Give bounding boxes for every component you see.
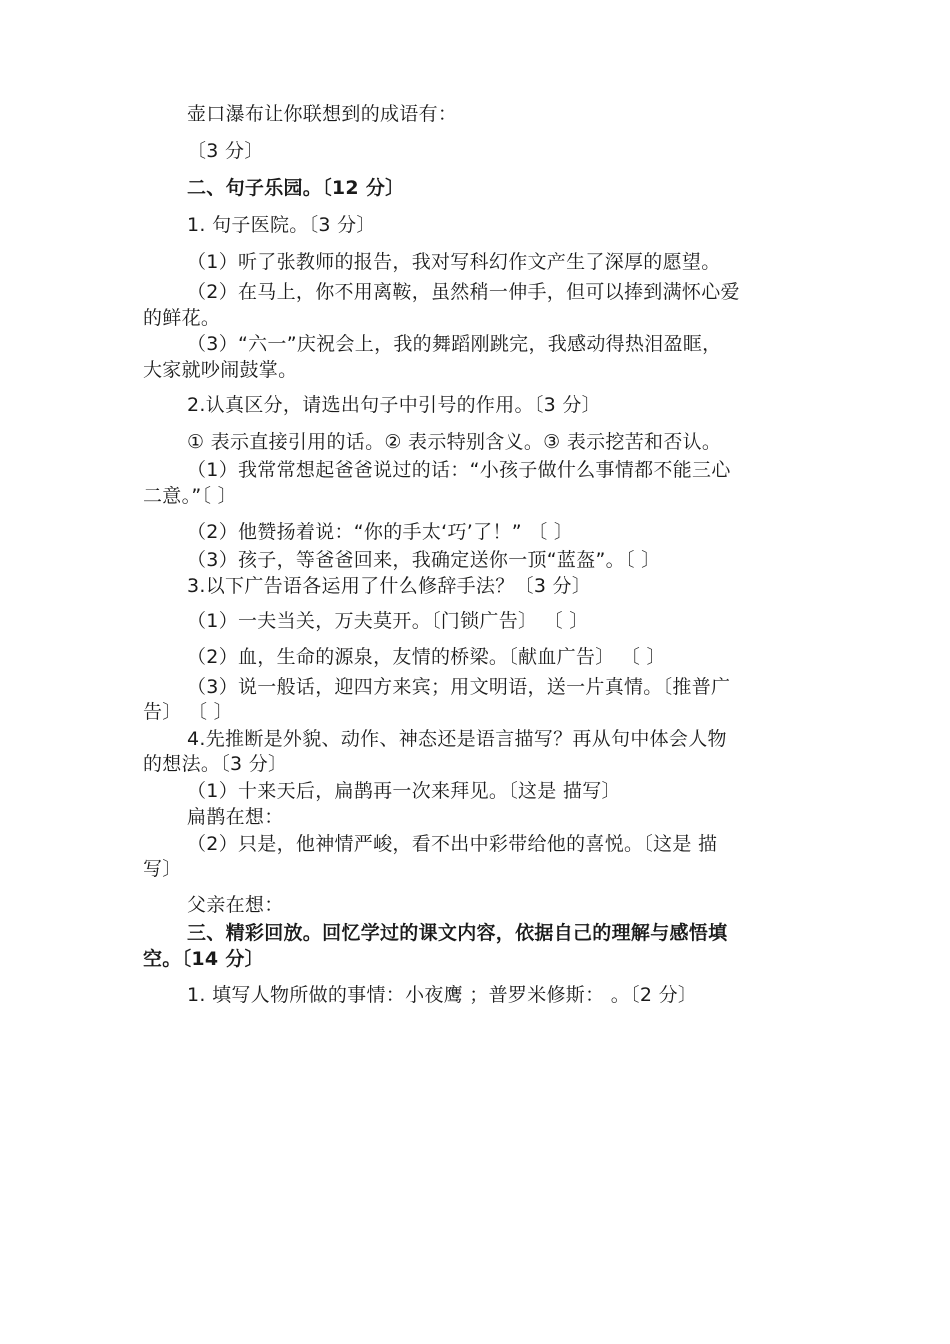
ad-item-1: （1）一夫当关，万夫莫开。〔门锁广告〕 〔 〕	[187, 610, 589, 632]
quote-usage-options: ① 表示直接引用的话。② 表示特别含义。③ 表示挖苦和否认。	[187, 431, 722, 453]
question-2-4-title-cont: 的想法。〔3 分〕	[143, 753, 288, 775]
question-2-2-title: 2.认真区分，请选出句子中引号的作用。〔3 分〕	[187, 394, 601, 416]
sentence-item-2-cont: 的鲜花。	[143, 307, 221, 329]
ad-item-3: （3）说一般话，迎四方来宾；用文明语，送一片真情。〔推普广	[187, 676, 731, 698]
description-item-2-cont: 写〕	[143, 858, 182, 880]
question-3-1: 1. 填写人物所做的事情：小夜鹰 ；普罗米修斯： 。〔2 分〕	[187, 984, 698, 1006]
description-item-2: （2）只是，他神情严峻，看不出中彩带给他的喜悦。〔这是 描	[187, 833, 718, 855]
sentence-item-2: （2）在马上，你不用离鞍，虽然稍一伸手，但可以捧到满怀心爱	[187, 281, 740, 303]
ad-item-2: （2）血，生命的源泉，友情的桥梁。〔献血广告〕 〔 〕	[187, 646, 666, 668]
ad-item-3-cont: 告〕 〔 〕	[143, 701, 233, 723]
sentence-item-3-cont: 大家就吵闹鼓掌。	[143, 359, 298, 381]
bianque-thinking: 扁鹊在想：	[187, 806, 284, 828]
sentence-item-3: （3）“六一”庆祝会上，我的舞蹈刚跳完，我感动得热泪盈眶，	[187, 333, 722, 355]
text-line-waterfall-idioms: 壶口瀑布让你联想到的成语有：	[187, 103, 458, 125]
quote-item-3: （3）孩子，等爸爸回来，我确定送你一顶“蓝盔”。〔 〕	[187, 549, 661, 571]
question-2-1-title: 1. 句子医院。〔3 分〕	[187, 214, 376, 236]
quote-item-1: （1）我常常想起爸爸说过的话：“小孩子做什么事情都不能三心	[187, 459, 731, 481]
question-2-4-title: 4.先推断是外貌、动作、神态还是语言描写？再从句中体会人物	[187, 728, 727, 750]
sentence-item-1: （1）听了张教师的报告，我对写科幻作文产生了深厚的愿望。	[187, 251, 721, 273]
section-heading-2: 二、句子乐园。〔12 分〕	[187, 177, 405, 199]
quote-item-1-cont: 二意。”〔 〕	[143, 485, 237, 507]
section-heading-3-cont: 空。〔14 分〕	[143, 948, 264, 970]
father-thinking: 父亲在想：	[187, 894, 284, 916]
question-2-3-title: 3.以下广告语各运用了什么修辞手法？〔3 分〕	[187, 575, 592, 597]
description-item-1: （1）十来天后，扁鹊再一次来拜见。〔这是 描写〕	[187, 780, 621, 802]
text-line-score-3: 〔3 分〕	[187, 140, 264, 162]
quote-item-2: （2）他赞扬着说：“你的手太‘巧’了！” 〔 〕	[187, 521, 574, 543]
section-heading-3: 三、精彩回放。回忆学过的课文内容，依据自己的理解与感悟填	[187, 922, 728, 944]
